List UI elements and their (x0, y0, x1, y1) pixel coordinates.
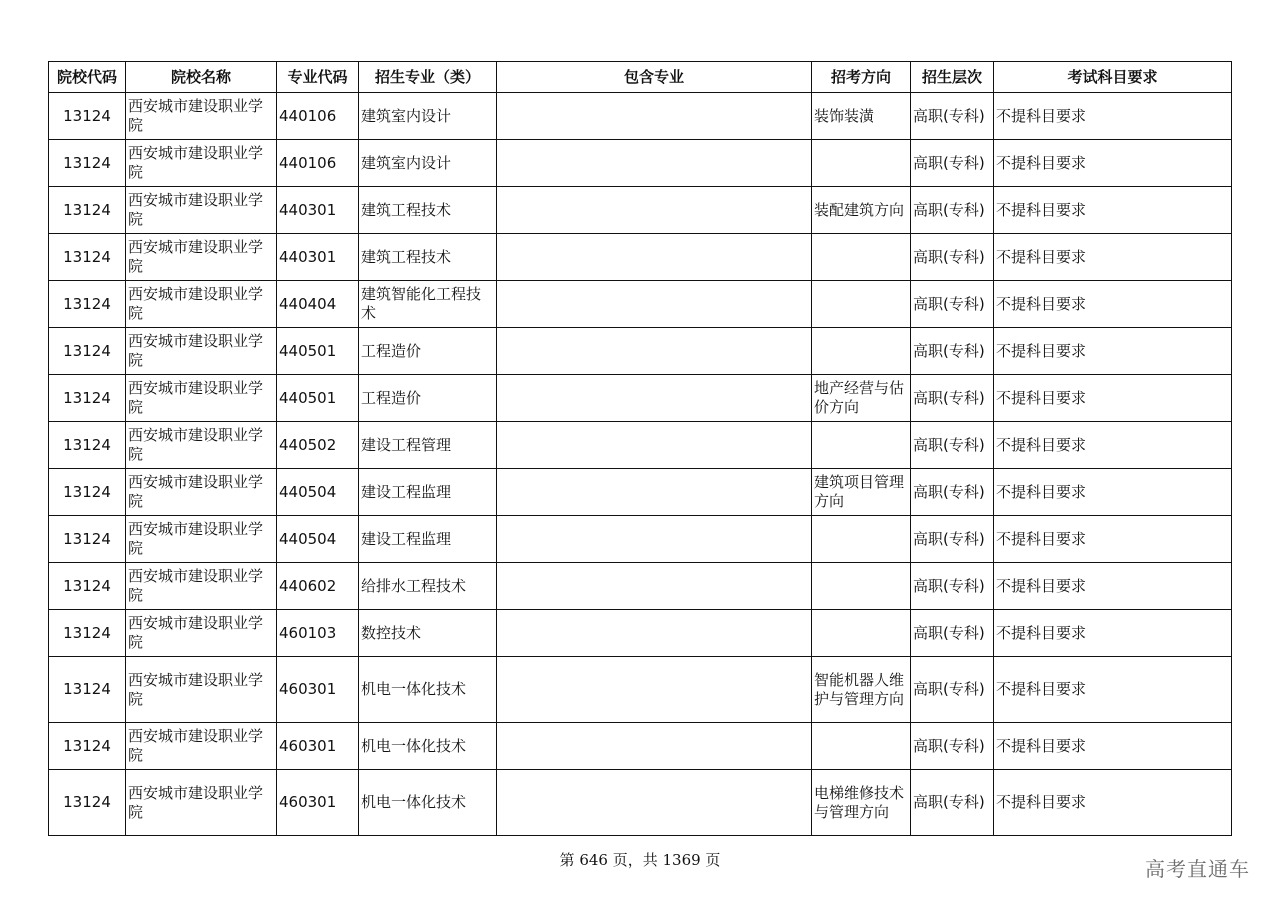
header-school-code: 院校代码 (49, 62, 126, 93)
major-code-cell: 440501 (277, 328, 359, 375)
school-name-cell: 西安城市建设职业学院 (126, 563, 277, 610)
major-cell: 建设工程监理 (359, 516, 497, 563)
included-majors-cell (497, 563, 812, 610)
major-cell: 数控技术 (359, 610, 497, 657)
table-row (49, 422, 1232, 469)
school-code-cell: 13124 (49, 234, 126, 281)
direction-cell (812, 563, 911, 610)
header-major: 招生专业（类） (359, 62, 497, 93)
included-majors-cell (497, 93, 812, 140)
included-majors-cell (497, 770, 812, 836)
school-code-cell: 13124 (49, 610, 126, 657)
header-requirement: 考试科目要求 (994, 62, 1232, 93)
included-majors-cell (497, 187, 812, 234)
school-code-cell: 13124 (49, 140, 126, 187)
requirement-cell: 不提科目要求 (994, 723, 1232, 770)
requirement-cell: 不提科目要求 (994, 563, 1232, 610)
major-cell: 建筑室内设计 (359, 140, 497, 187)
direction-cell: 电梯维修技术与管理方向 (812, 770, 911, 836)
page-number: 第 646 页，共 1369 页 (559, 851, 721, 869)
header-school-name: 院校名称 (126, 62, 277, 93)
major-code-cell: 440504 (277, 469, 359, 516)
school-name-cell: 西安城市建设职业学院 (126, 770, 277, 836)
header-major-code: 专业代码 (277, 62, 359, 93)
school-code-cell: 13124 (49, 281, 126, 328)
school-code-cell: 13124 (49, 657, 126, 723)
admissions-table (48, 61, 1232, 836)
included-majors-cell (497, 723, 812, 770)
direction-cell (812, 140, 911, 187)
included-majors-cell (497, 422, 812, 469)
requirement-cell: 不提科目要求 (994, 610, 1232, 657)
school-name-cell: 西安城市建设职业学院 (126, 723, 277, 770)
major-cell: 建筑工程技术 (359, 187, 497, 234)
requirement-cell: 不提科目要求 (994, 516, 1232, 563)
requirement-cell: 不提科目要求 (994, 234, 1232, 281)
major-cell: 机电一体化技术 (359, 657, 497, 723)
level-cell: 高职(专科) (911, 187, 994, 234)
table-row (49, 723, 1232, 770)
included-majors-cell (497, 657, 812, 723)
school-name-cell: 西安城市建设职业学院 (126, 469, 277, 516)
major-cell: 工程造价 (359, 328, 497, 375)
included-majors-cell (497, 281, 812, 328)
major-code-cell: 440404 (277, 281, 359, 328)
direction-cell (812, 328, 911, 375)
school-name-cell: 西安城市建设职业学院 (126, 281, 277, 328)
school-name-cell: 西安城市建设职业学院 (126, 93, 277, 140)
direction-cell (812, 516, 911, 563)
included-majors-cell (497, 140, 812, 187)
watermark-text: 高考直通车 (1145, 857, 1250, 881)
table-row (49, 93, 1232, 140)
table-row (49, 375, 1232, 422)
major-code-cell: 440106 (277, 93, 359, 140)
table-header-row (49, 62, 1232, 93)
level-cell: 高职(专科) (911, 422, 994, 469)
school-name-cell: 西安城市建设职业学院 (126, 140, 277, 187)
requirement-cell: 不提科目要求 (994, 281, 1232, 328)
requirement-cell: 不提科目要求 (994, 375, 1232, 422)
direction-cell: 建筑项目管理方向 (812, 469, 911, 516)
level-cell: 高职(专科) (911, 516, 994, 563)
major-code-cell: 460301 (277, 723, 359, 770)
table-row (49, 657, 1232, 723)
major-code-cell: 440301 (277, 234, 359, 281)
included-majors-cell (497, 516, 812, 563)
table-row (49, 281, 1232, 328)
major-cell: 建设工程管理 (359, 422, 497, 469)
major-code-cell: 440301 (277, 187, 359, 234)
requirement-cell: 不提科目要求 (994, 770, 1232, 836)
requirement-cell: 不提科目要求 (994, 422, 1232, 469)
school-name-cell: 西安城市建设职业学院 (126, 187, 277, 234)
major-code-cell: 460103 (277, 610, 359, 657)
school-name-cell: 西安城市建设职业学院 (126, 657, 277, 723)
school-code-cell: 13124 (49, 516, 126, 563)
school-name-cell: 西安城市建设职业学院 (126, 610, 277, 657)
level-cell: 高职(专科) (911, 93, 994, 140)
table-row (49, 469, 1232, 516)
level-cell: 高职(专科) (911, 234, 994, 281)
level-cell: 高职(专科) (911, 328, 994, 375)
level-cell: 高职(专科) (911, 563, 994, 610)
direction-cell (812, 610, 911, 657)
level-cell: 高职(专科) (911, 770, 994, 836)
major-code-cell: 460301 (277, 770, 359, 836)
major-code-cell: 440504 (277, 516, 359, 563)
direction-cell (812, 723, 911, 770)
school-code-cell: 13124 (49, 93, 126, 140)
included-majors-cell (497, 328, 812, 375)
direction-cell (812, 234, 911, 281)
level-cell: 高职(专科) (911, 281, 994, 328)
requirement-cell: 不提科目要求 (994, 328, 1232, 375)
direction-cell: 智能机器人维护与管理方向 (812, 657, 911, 723)
major-code-cell: 440502 (277, 422, 359, 469)
included-majors-cell (497, 610, 812, 657)
school-code-cell: 13124 (49, 187, 126, 234)
requirement-cell: 不提科目要求 (994, 469, 1232, 516)
direction-cell: 装配建筑方向 (812, 187, 911, 234)
major-cell: 建筑室内设计 (359, 93, 497, 140)
school-name-cell: 西安城市建设职业学院 (126, 234, 277, 281)
school-code-cell: 13124 (49, 770, 126, 836)
table-row (49, 140, 1232, 187)
level-cell: 高职(专科) (911, 610, 994, 657)
school-code-cell: 13124 (49, 328, 126, 375)
major-cell: 机电一体化技术 (359, 723, 497, 770)
direction-cell (812, 281, 911, 328)
major-code-cell: 440501 (277, 375, 359, 422)
requirement-cell: 不提科目要求 (994, 187, 1232, 234)
school-code-cell: 13124 (49, 723, 126, 770)
school-code-cell: 13124 (49, 563, 126, 610)
header-level: 招生层次 (911, 62, 994, 93)
school-name-cell: 西安城市建设职业学院 (126, 328, 277, 375)
included-majors-cell (497, 375, 812, 422)
level-cell: 高职(专科) (911, 469, 994, 516)
level-cell: 高职(专科) (911, 140, 994, 187)
table-row (49, 563, 1232, 610)
school-name-cell: 西安城市建设职业学院 (126, 422, 277, 469)
included-majors-cell (497, 469, 812, 516)
major-cell: 建筑工程技术 (359, 234, 497, 281)
header-included-majors: 包含专业 (497, 62, 812, 93)
major-cell: 建设工程监理 (359, 469, 497, 516)
major-code-cell: 440602 (277, 563, 359, 610)
major-cell: 给排水工程技术 (359, 563, 497, 610)
school-code-cell: 13124 (49, 469, 126, 516)
major-code-cell: 460301 (277, 657, 359, 723)
major-cell: 工程造价 (359, 375, 497, 422)
school-code-cell: 13124 (49, 422, 126, 469)
table-row (49, 516, 1232, 563)
level-cell: 高职(专科) (911, 657, 994, 723)
direction-cell: 地产经营与估价方向 (812, 375, 911, 422)
direction-cell: 装饰装潢 (812, 93, 911, 140)
requirement-cell: 不提科目要求 (994, 140, 1232, 187)
table-row (49, 234, 1232, 281)
table-row (49, 328, 1232, 375)
table-row (49, 610, 1232, 657)
header-direction: 招考方向 (812, 62, 911, 93)
table-row (49, 187, 1232, 234)
school-name-cell: 西安城市建设职业学院 (126, 375, 277, 422)
school-code-cell: 13124 (49, 375, 126, 422)
school-name-cell: 西安城市建设职业学院 (126, 516, 277, 563)
table-row (49, 770, 1232, 836)
major-code-cell: 440106 (277, 140, 359, 187)
included-majors-cell (497, 234, 812, 281)
requirement-cell: 不提科目要求 (994, 657, 1232, 723)
table-body (49, 93, 1232, 836)
level-cell: 高职(专科) (911, 375, 994, 422)
major-cell: 建筑智能化工程技术 (359, 281, 497, 328)
direction-cell (812, 422, 911, 469)
requirement-cell: 不提科目要求 (994, 93, 1232, 140)
major-cell: 机电一体化技术 (359, 770, 497, 836)
level-cell: 高职(专科) (911, 723, 994, 770)
